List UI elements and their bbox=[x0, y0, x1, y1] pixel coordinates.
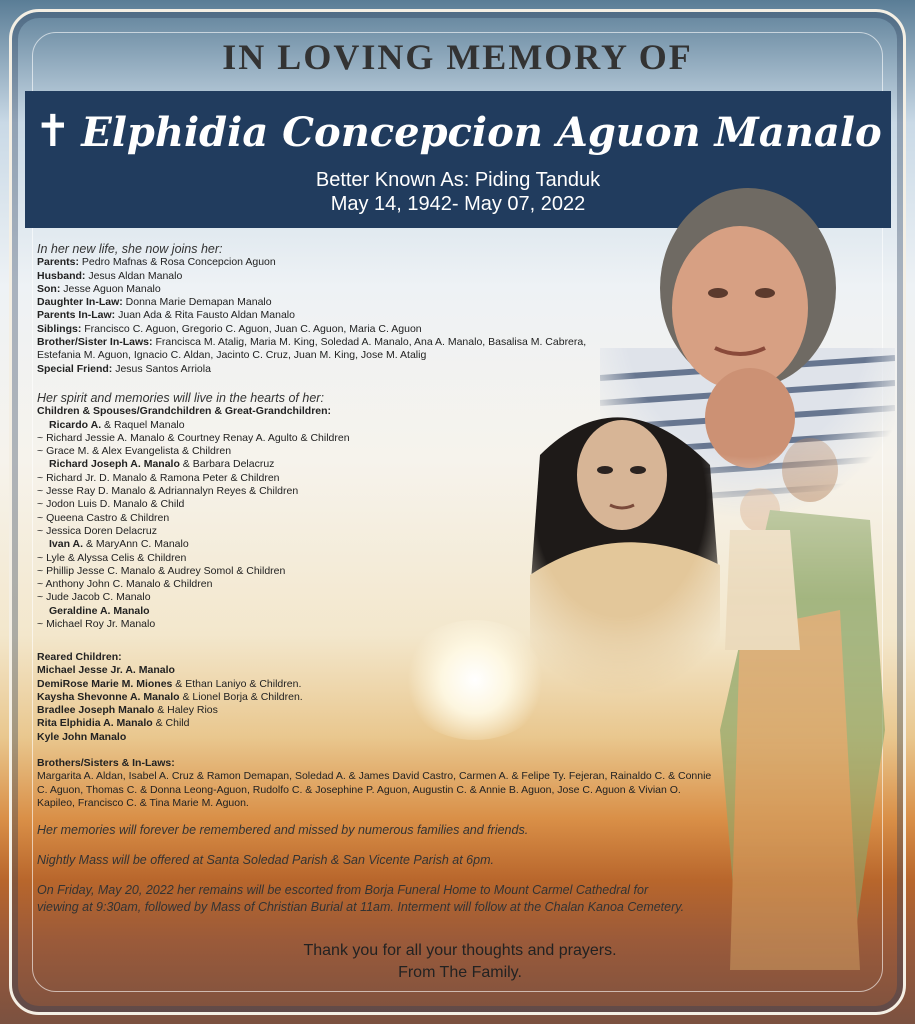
grandchild-name: Phillip Jesse C. Manalo & Audrey Somol & Children bbox=[46, 564, 286, 577]
child-name: Ivan A. bbox=[49, 538, 84, 551]
survivor-row bbox=[37, 445, 350, 458]
reared-child-name: Rita Elphidia A. Manalo bbox=[37, 717, 153, 730]
joins-row bbox=[37, 270, 586, 283]
joins-row bbox=[37, 349, 586, 362]
grandchild-name: Jessica Doren Delacruz bbox=[46, 524, 157, 537]
tilde-icon: ~ bbox=[37, 578, 46, 591]
life-dates: May 14, 1942- May 07, 2022 bbox=[330, 193, 586, 215]
grandchild-name: Queena Castro & Children bbox=[46, 511, 170, 524]
survivor-row bbox=[37, 419, 350, 432]
survivor-row bbox=[37, 485, 350, 498]
survivor-row bbox=[37, 578, 350, 591]
relation-label: Parents In-Law: bbox=[37, 309, 116, 322]
tilde-icon: ~ bbox=[37, 471, 47, 484]
survivor-row bbox=[37, 552, 350, 565]
survivors-list bbox=[37, 419, 350, 632]
joins-row bbox=[37, 309, 586, 322]
memories-text: Her memories will forever be remembered and missed by numerous families and friends. bbox=[37, 823, 529, 837]
child-name: Geraldine A. Manalo bbox=[49, 604, 150, 617]
thank-you-message bbox=[260, 940, 660, 984]
relation-names: Donna Marie Demapan Manalo bbox=[122, 296, 272, 309]
memorial-heading: IN LOVING MEMORY OF bbox=[222, 37, 693, 77]
reared-heading: Reared Children: bbox=[37, 651, 122, 663]
joins-row bbox=[37, 336, 586, 349]
joins-row bbox=[37, 363, 586, 376]
tilde-icon: ~ bbox=[37, 498, 47, 511]
siblings-heading: Brothers/Sisters & In-Laws: bbox=[37, 757, 175, 769]
reared-child-name: Kyle John Manalo bbox=[37, 730, 127, 743]
reared-spouse: & Lionel Borja & Children. bbox=[179, 690, 303, 703]
cross-icon: ✝ bbox=[34, 106, 72, 157]
tilde-icon: ~ bbox=[37, 564, 47, 577]
grandchild-name: Jodon Luis D. Manalo & Child bbox=[46, 498, 185, 511]
relation-label: Son: bbox=[37, 282, 61, 295]
relation-names: Estefania M. Aguon, Ignacio C. Aldan, Jacinto C. Cruz, Juan M. King, Jose M. Atalig bbox=[37, 349, 427, 362]
survivor-row bbox=[37, 525, 350, 538]
grandchild-name: Michael Roy Jr. Manalo bbox=[46, 618, 156, 631]
reared-spouse: & Ethan Laniyo & Children. bbox=[172, 677, 302, 690]
reared-child-name: DemiRose Marie M. Miones bbox=[37, 677, 173, 690]
survivor-row bbox=[37, 432, 350, 445]
relation-names: Jesus Aldan Manalo bbox=[85, 269, 183, 282]
survivor-row bbox=[37, 605, 350, 618]
relation-names: Jesus Santos Arriola bbox=[112, 362, 211, 375]
joins-row bbox=[37, 256, 586, 269]
survivor-row bbox=[37, 498, 350, 511]
grandchild-name: Richard Jr. D. Manalo & Ramona Peter & Children bbox=[46, 471, 280, 484]
child-name: Richard Joseph A. Manalo bbox=[49, 458, 180, 471]
joins-intro: In her new life, she now joins her: bbox=[37, 242, 223, 256]
relation-label: Special Friend: bbox=[37, 362, 113, 375]
survivor-row bbox=[37, 458, 350, 471]
reared-child-name: Kaysha Shevonne A. Manalo bbox=[37, 690, 180, 703]
relation-names: Francisca M. Atalig, Maria M. King, Soledad A. Manalo, Ana A. Manalo, Basalisa M. Cabrera, bbox=[152, 336, 587, 349]
reared-row bbox=[37, 678, 303, 691]
siblings-line: Margarita A. Aldan, Isabel A. Cruz & Ramon Demapan, Soledad A. & James David Castro, Carmen A. & Felipe Ty. Fejeran, Rainaldo C. & Connie bbox=[37, 770, 712, 783]
relation-label: Daughter In-Law: bbox=[37, 296, 123, 309]
reared-row bbox=[37, 691, 303, 704]
relation-names: Pedro Mafnas & Rosa Concepcion Aguon bbox=[79, 256, 276, 269]
relation-names: Francisco C. Aguon, Gregorio C. Aguon, Juan C. Aguon, Maria C. Aguon bbox=[81, 322, 422, 335]
siblings-section bbox=[37, 757, 711, 810]
child-name: Ricardo A. bbox=[49, 418, 102, 431]
relation-label: Brother/Sister In-Laws: bbox=[37, 336, 153, 349]
reared-section bbox=[37, 651, 303, 744]
reared-list bbox=[37, 664, 303, 744]
reared-row bbox=[37, 717, 303, 730]
grandchild-name: Lyle & Alyssa Celis & Children bbox=[46, 551, 187, 564]
grandchild-name: Anthony John C. Manalo & Children bbox=[45, 578, 213, 591]
survivor-row bbox=[37, 538, 350, 551]
deceased-name: Elphidia Concepcion Aguon Manalo bbox=[81, 109, 882, 156]
survivor-row bbox=[37, 618, 350, 631]
service-text bbox=[37, 882, 684, 916]
survivor-row bbox=[37, 472, 350, 485]
tilde-icon: ~ bbox=[37, 445, 47, 458]
joins-row bbox=[37, 283, 586, 296]
grandchild-name: Grace M. & Alex Evangelista & Children bbox=[46, 445, 232, 458]
siblings-line: Kapileo, Francisco C. & Tina Marie M. Aguon. bbox=[37, 796, 249, 809]
saint-joseph-statue-image bbox=[700, 430, 895, 990]
deceased-name-line bbox=[25, 106, 891, 157]
grandchild-name: Richard Jessie A. Manalo & Courtney Renay A. Agulto & Children bbox=[46, 431, 350, 444]
tilde-icon: ~ bbox=[37, 511, 47, 524]
joins-section bbox=[37, 243, 586, 376]
reared-child-name: Michael Jesse Jr. A. Manalo bbox=[37, 664, 175, 677]
reared-row bbox=[37, 664, 303, 677]
relation-names: Jesse Aguon Manalo bbox=[60, 282, 161, 295]
tilde-icon: ~ bbox=[37, 591, 47, 604]
reared-child-name: Bradlee Joseph Manalo bbox=[37, 704, 155, 717]
relation-label: Parents: bbox=[37, 256, 80, 269]
reared-spouse: & Child bbox=[152, 717, 190, 730]
joins-list bbox=[37, 256, 586, 376]
joins-row bbox=[37, 296, 586, 309]
survivor-row bbox=[37, 565, 350, 578]
relation-label: Husband: bbox=[37, 269, 86, 282]
tilde-icon: ~ bbox=[37, 431, 47, 444]
grandchild-name: Jesse Ray D. Manalo & Adriannalyn Reyes & Children bbox=[46, 485, 299, 498]
thanks-line: Thank you for all your thoughts and prayers. bbox=[303, 942, 617, 959]
nickname: Better Known As: Piding Tanduk bbox=[315, 169, 601, 191]
signature-line: From The Family. bbox=[398, 964, 522, 981]
survivors-section bbox=[37, 392, 350, 631]
survivor-row bbox=[37, 512, 350, 525]
portrait-young-photo bbox=[510, 395, 730, 695]
reared-spouse: & Haley Rios bbox=[154, 704, 218, 717]
tilde-icon: ~ bbox=[37, 485, 47, 498]
reared-row bbox=[37, 731, 303, 744]
relation-label: Siblings: bbox=[37, 322, 82, 335]
service-line: On Friday, May 20, 2022 her remains will be escorted from Borja Funeral Home to Mount Carmel Cathedral for bbox=[37, 883, 649, 897]
joins-row bbox=[37, 323, 586, 336]
tilde-icon: ~ bbox=[37, 524, 47, 537]
spouse-name: & MaryAnn C. Manalo bbox=[83, 538, 189, 551]
survivor-row bbox=[37, 591, 350, 604]
reared-row bbox=[37, 704, 303, 717]
siblings-line: C. Aguon, Thomas C. & Donna Leong-Aguon, Rudolfo C. & Josephine P. Aguon, Augustin C. & Annie B. Aguon, Jose C. Aguon & Vivian O. bbox=[37, 783, 681, 796]
spouse-name: & Barbara Delacruz bbox=[179, 458, 275, 471]
service-line: viewing at 9:30am, followed by Mass of Christian Burial at 11am. Interment will follow at the Chalan Kanoa Cemetery. bbox=[37, 900, 685, 914]
mass-text: Nightly Mass will be offered at Santa Soledad Parish & San Vicente Parish at 6pm. bbox=[37, 853, 494, 867]
survivors-heading: Children & Spouses/Grandchildren & Great-Grandchildren: bbox=[37, 405, 332, 418]
spouse-name: & Raquel Manalo bbox=[101, 418, 185, 431]
relation-names: Juan Ada & Rita Fausto Aldan Manalo bbox=[115, 309, 295, 322]
tilde-icon: ~ bbox=[37, 551, 47, 564]
survivors-intro: Her spirit and memories will live in the hearts of her: bbox=[37, 391, 324, 405]
tilde-icon: ~ bbox=[37, 618, 47, 631]
grandchild-name: Jude Jacob C. Manalo bbox=[46, 591, 151, 604]
